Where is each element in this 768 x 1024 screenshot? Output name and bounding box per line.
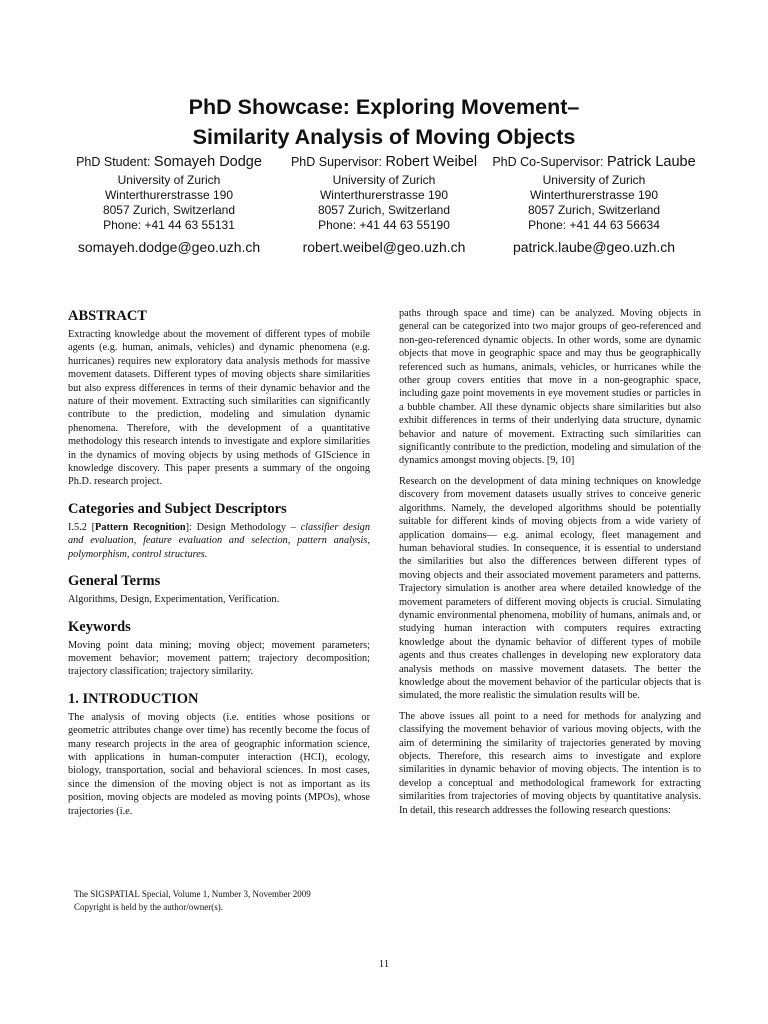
author-street: Winterthurerstrasse 190: [529, 188, 659, 202]
author-street: Winterthurerstrasse 190: [104, 188, 234, 202]
introduction-paragraph-2: Research on the development of data mining techniques on knowledge discovery from movement datasets usually strives to conceive generic algorithms. Namely, the developed algorithms should be potentially suitable for different kinds of moving objects from a wide variety of application domains— e.g. animal ecology, fleet management and human behavioral studies. In consequence, it is essential to understand the similarities but also the differences between different types of moving objects and their associated movement parameters and patterns. Trajectory simulation is another area where detailed knowledge of the movement parameters of different moving objects is crucial. Simulating dynamic environmental phenomena, mobility of humans, animals and, or studying human interaction with computers requires extracting knowledge about the dynamic behavior of different types of mobile agents and thus creates challenges in developing new exploratory data analysis methods on massive movement datasets. The better the knowledge about the movement behavior of the particular objects that is simulated, the more realistic the simulation results will be.: [399, 475, 701, 702]
author-block-student: [44, 152, 294, 258]
categories-italic: classifier design and evaluation, feature evaluation and selection, pattern analysis, polymorphism, control structures.: [68, 521, 370, 560]
author-email[interactable]: robert.weibel@geo.uzh.ch: [302, 239, 466, 255]
author-university: University of Zurich: [542, 173, 646, 187]
author-phone: Phone: +41 44 63 56634: [528, 218, 660, 232]
left-column: [68, 307, 370, 825]
author-university: University of Zurich: [117, 173, 221, 187]
categories-heading: Categories and Subject Descriptors: [68, 500, 287, 517]
introduction-paragraph-1-continued: paths through space and time) can be analyzed. Moving objects in general can be categorized into two major groups of geo-referenced and non-geo-referenced dynamic objects. In other words, some are dynamic objects that move in geographic space and may thus be geographically referenced such as humans, animals, vehicles, or hurricanes while the other group covers entities that move in a non-geographic space, including gaze point movements in eye movement studies or particles in a bubble chamber. All these dynamic objects share similarities but also exhibit differences in terms of their underlying data structure, dynamic behavior and nature of movement. Extracting such similarities can significantly contribute to the prediction, modeling and simulation of the dynamics amongst moving objects. [9, 10]: [399, 308, 701, 467]
introduction-heading: 1. INTRODUCTION: [68, 690, 199, 707]
footnote-line-2: Copyright is held by the author/owner(s).: [74, 902, 223, 912]
author-city: 8057 Zurich, Switzerland: [317, 203, 451, 217]
right-column: [399, 307, 701, 824]
abstract-text: Extracting knowledge about the movement of different types of mobile agents (e.g. human, animals, vehicles) and dynamic phenomena (e.g. hurricanes) requires new exploratory data analysis methods for massive movement datasets. Different types of moving objects share similarities but also express differences in terms of their dynamic behavior and the nature of their movement. Extracting such similarities can significantly contribute to the prediction, modeling and simulation dynamic phenomena. Therefore, with the development of a quantitative methodology this research intends to investigate and explore similarities in the dynamics of moving objects by using methods of GIScience in knowledge discovery. This paper presents a summary of the ongoing Ph.D. research project.: [68, 329, 370, 488]
general-terms-heading: General Terms: [68, 573, 161, 590]
author-role: PhD Student:: [76, 155, 151, 169]
introduction-paragraph-1: The analysis of moving objects (i.e. entities whose positions or geometric attributes change over time) has recently become the focus of many research projects in the area of geographic information science, with applications in human-computer interaction (HCI), ecology, biology, transportation, social and behavioral sciences. In most cases, since the dimension of the moving object is not as important as its position, moving objects are modeled as moving points (MPOs), whose trajectories (i.e.: [68, 711, 370, 817]
keywords-text: Moving point data mining; moving object; movement parameters; movement behavior; movement pattern; trajectory decomposition; trajectory classification; trajectory similarity.: [68, 639, 370, 678]
author-city: 8057 Zurich, Switzerland: [102, 203, 236, 217]
author-street: Winterthurerstrasse 190: [319, 188, 449, 202]
author-name: Robert Weibel: [385, 154, 478, 170]
author-email[interactable]: somayeh.dodge@geo.uzh.ch: [77, 239, 261, 255]
author-email[interactable]: patrick.laube@geo.uzh.ch: [512, 239, 676, 255]
author-name: Somayeh Dodge: [153, 154, 262, 170]
abstract-heading: ABSTRACT: [68, 308, 147, 324]
page-number: 11: [378, 958, 390, 970]
categories-code: I.5.2 [: [68, 521, 96, 533]
title-line-2: Similarity Analysis of Moving Objects: [192, 125, 576, 149]
general-terms-text: Algorithms, Design, Experimentation, Verification.: [68, 594, 280, 606]
categories-mid: ]: Design Methodology –: [185, 521, 301, 533]
author-city: 8057 Zurich, Switzerland: [527, 203, 661, 217]
paper-title: [0, 92, 768, 152]
footnote-line-1: The SIGSPATIAL Special, Volume 1, Number 3, November 2009: [74, 889, 311, 899]
author-block-cosupervisor: [469, 152, 719, 258]
author-university: University of Zurich: [332, 173, 436, 187]
keywords-heading: Keywords: [68, 618, 131, 635]
author-name: Patrick Laube: [606, 154, 696, 170]
author-role: PhD Co-Supervisor:: [492, 155, 604, 169]
author-phone: Phone: +41 44 63 55190: [318, 218, 450, 232]
footnote: [74, 888, 394, 914]
author-phone: Phone: +41 44 63 55131: [103, 218, 235, 232]
categories-text: [68, 521, 370, 561]
categories-bold: Pattern Recognition: [95, 521, 186, 533]
introduction-paragraph-3: The above issues all point to a need for methods for analyzing and classifying the movement behavior of various moving objects, with the aim of determining the similarity of trajectories generated by moving objects. Therefore, this research aims to investigate and explore similarities in dynamic behavior of moving objects. The intention is to develop a conceptual and methodological framework for extracting similarities from trajectories of moving objects by quantitative analysis. In detail, this research addresses the following research questions:: [399, 710, 701, 816]
author-role: PhD Supervisor:: [290, 155, 382, 169]
title-line-1: PhD Showcase: Exploring Movement–: [188, 95, 580, 119]
